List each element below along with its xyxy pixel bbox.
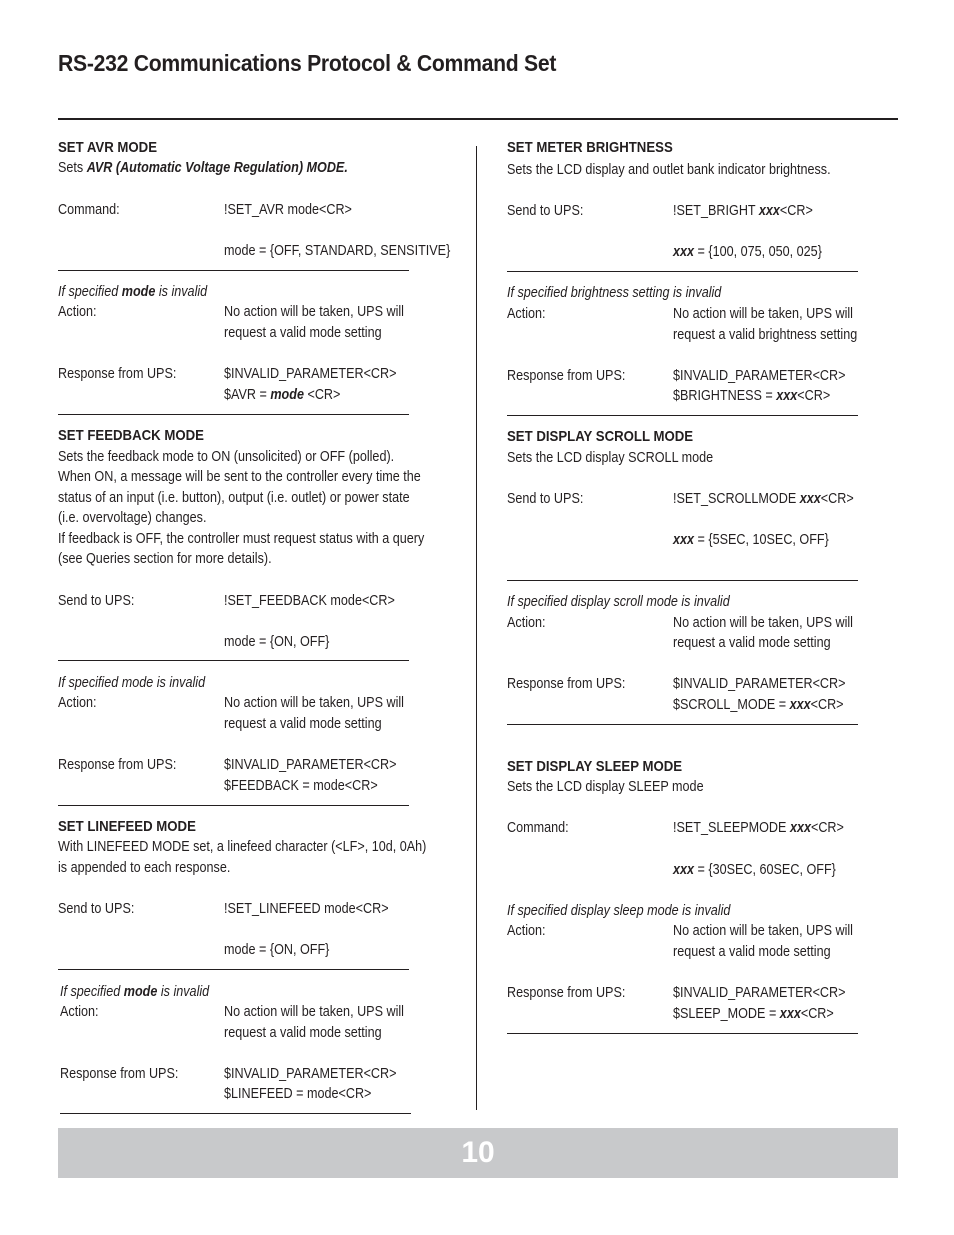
action-label: Action: — [58, 303, 97, 320]
linefeed-action-line2: request a valid mode setting — [224, 1024, 382, 1041]
feedback-desc-line: (i.e. overvoltage) changes. — [58, 509, 207, 526]
brightness-invalid-note: If specified brightness setting is invalid — [507, 284, 722, 301]
linefeed-desc-line: With LINEFEED MODE set, a linefeed character (<LF>, 10d, 0Ah) — [58, 838, 427, 855]
page-number: 10 — [461, 1136, 495, 1169]
divider-rule — [58, 969, 409, 970]
feedback-command: !SET_FEEDBACK mode<CR> — [224, 592, 395, 609]
feedback-desc-line: (see Queries section for more details). — [58, 550, 272, 567]
feedback-desc-line: status of an input (i.e. button), output (i.e. outlet) or power state — [58, 489, 410, 506]
divider-rule — [58, 805, 409, 806]
divider-rule — [58, 270, 409, 271]
section-heading-avr: SET AVR MODE — [58, 139, 158, 156]
linefeed-invalid-note: If specified mode is invalid — [60, 983, 210, 1000]
linefeed-mode-values: mode = {ON, OFF} — [224, 941, 330, 958]
sleep-action-line2: request a valid mode setting — [673, 943, 831, 960]
response-label: Response from UPS: — [507, 367, 626, 384]
feedback-invalid-note: If specified mode is invalid — [58, 674, 206, 691]
action-label: Action: — [507, 922, 546, 939]
sleep-command: !SET_SLEEPMODE xxx<CR> — [673, 819, 844, 836]
avr-invalid-note: If specified mode is invalid — [58, 283, 208, 300]
column-divider — [476, 146, 477, 1110]
scroll-invalid-note: If specified display scroll mode is invalid — [507, 593, 730, 610]
feedback-action-line1: No action will be taken, UPS will — [224, 694, 404, 711]
linefeed-command: !SET_LINEFEED mode<CR> — [224, 900, 389, 917]
divider-rule — [58, 414, 409, 415]
linefeed-desc-line: is appended to each response. — [58, 859, 231, 876]
action-label: Action: — [507, 305, 546, 322]
section-heading-sleep: SET DISPLAY SLEEP MODE — [507, 758, 683, 775]
sleep-action-line1: No action will be taken, UPS will — [673, 922, 853, 939]
section-heading-linefeed: SET LINEFEED MODE — [58, 818, 196, 835]
scroll-description: Sets the LCD display SCROLL mode — [507, 449, 714, 466]
avr-mode-values: mode = {OFF, STANDARD, SENSITIVE} — [224, 242, 451, 259]
action-label: Action: — [60, 1003, 99, 1020]
sleep-values: xxx = {30SEC, 60SEC, OFF} — [673, 861, 836, 878]
response-label: Response from UPS: — [507, 984, 626, 1001]
divider-rule — [58, 660, 409, 661]
linefeed-response-line1: $INVALID_PARAMETER<CR> — [224, 1065, 397, 1082]
command-label: Command: — [507, 819, 569, 836]
sleep-response-line1: $INVALID_PARAMETER<CR> — [673, 984, 846, 1001]
linefeed-response-line2: $LINEFEED = mode<CR> — [224, 1085, 372, 1102]
brightness-command: !SET_BRIGHT xxx<CR> — [673, 202, 813, 219]
avr-response-line1: $INVALID_PARAMETER<CR> — [224, 365, 397, 382]
linefeed-action-line1: No action will be taken, UPS will — [224, 1003, 404, 1020]
header-rule — [58, 118, 898, 120]
sleep-response-line2: $SLEEP_MODE = xxx<CR> — [673, 1005, 834, 1022]
scroll-response-line1: $INVALID_PARAMETER<CR> — [673, 675, 846, 692]
feedback-desc-line: When ON, a message will be sent to the controller every time the — [58, 468, 421, 485]
brightness-action-line2: request a valid brightness setting — [673, 326, 858, 343]
brightness-response-line2: $BRIGHTNESS = xxx<CR> — [673, 387, 831, 404]
send-label: Send to UPS: — [507, 490, 584, 507]
send-label: Send to UPS: — [58, 900, 135, 917]
scroll-action-line1: No action will be taken, UPS will — [673, 614, 853, 631]
page-title: RS-232 Communications Protocol & Command Set — [58, 50, 557, 76]
feedback-mode-values: mode = {ON, OFF} — [224, 633, 330, 650]
response-label: Response from UPS: — [58, 756, 177, 773]
avr-action-line2: request a valid mode setting — [224, 324, 382, 341]
feedback-response-line1: $INVALID_PARAMETER<CR> — [224, 756, 397, 773]
section-heading-brightness: SET METER BRIGHTNESS — [507, 139, 673, 156]
divider-rule — [507, 1033, 858, 1034]
divider-rule — [507, 580, 858, 581]
divider-rule — [507, 724, 858, 725]
send-label: Send to UPS: — [507, 202, 584, 219]
send-label: Send to UPS: — [58, 592, 135, 609]
command-label: Command: — [58, 201, 120, 218]
response-label: Response from UPS: — [507, 675, 626, 692]
scroll-values: xxx = {5SEC, 10SEC, OFF} — [673, 531, 829, 548]
section-heading-scroll: SET DISPLAY SCROLL MODE — [507, 428, 694, 445]
avr-command: !SET_AVR mode<CR> — [224, 201, 352, 218]
scroll-response-line2: $SCROLL_MODE = xxx<CR> — [673, 696, 844, 713]
sleep-invalid-note: If specified display sleep mode is invalid — [507, 902, 731, 919]
brightness-response-line1: $INVALID_PARAMETER<CR> — [673, 367, 846, 384]
feedback-action-line2: request a valid mode setting — [224, 715, 382, 732]
section-heading-feedback: SET FEEDBACK MODE — [58, 427, 204, 444]
action-label: Action: — [58, 694, 97, 711]
divider-rule — [507, 271, 858, 272]
scroll-command: !SET_SCROLLMODE xxx<CR> — [673, 490, 854, 507]
divider-rule — [507, 415, 858, 416]
feedback-desc-line: Sets the feedback mode to ON (unsolicited) or OFF (polled). — [58, 448, 395, 465]
divider-rule — [60, 1113, 411, 1114]
brightness-action-line1: No action will be taken, UPS will — [673, 305, 853, 322]
page-footer-bar — [58, 1128, 898, 1178]
brightness-values: xxx = {100, 075, 050, 025} — [673, 243, 822, 260]
action-label: Action: — [507, 614, 546, 631]
feedback-response-line2: $FEEDBACK = mode<CR> — [224, 777, 378, 794]
sleep-description: Sets the LCD display SLEEP mode — [507, 778, 704, 795]
avr-action-line1: No action will be taken, UPS will — [224, 303, 404, 320]
response-label: Response from UPS: — [58, 365, 177, 382]
brightness-description: Sets the LCD display and outlet bank indicator brightness. — [507, 161, 831, 178]
response-label: Response from UPS: — [60, 1065, 179, 1082]
scroll-action-line2: request a valid mode setting — [673, 634, 831, 651]
feedback-desc-line: If feedback is OFF, the controller must request status with a query — [58, 530, 425, 547]
avr-response-line2: $AVR = mode <CR> — [224, 386, 341, 403]
avr-description: Sets AVR (Automatic Voltage Regulation) MODE. — [58, 159, 348, 176]
